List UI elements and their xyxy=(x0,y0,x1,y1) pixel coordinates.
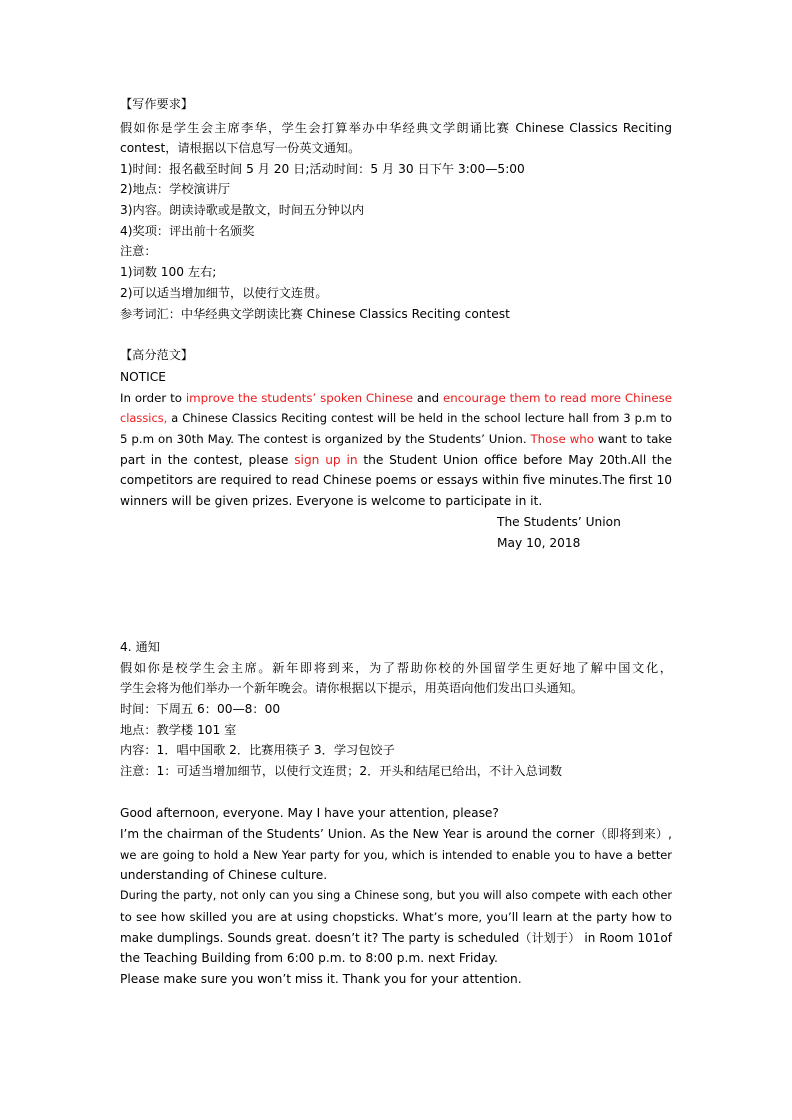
essay-text: 5 p.m on 30th May. The contest is organized by the Students’ Union. xyxy=(120,432,531,446)
essay-text: and xyxy=(413,391,443,405)
essay-line-1 xyxy=(120,388,672,408)
requirement-item-award: 4)奖项：评出前十名颁奖 xyxy=(120,224,255,238)
speech-line-8: the Teaching Building from 6:00 p.m. to 8:00 p.m. next Friday. xyxy=(120,951,498,965)
essay-line-3 xyxy=(120,429,672,449)
task-time: 时间：下周五 6：00—8：00 xyxy=(120,702,281,716)
highlight-phrase: Those who xyxy=(530,432,594,446)
essay-text: want to take xyxy=(593,432,672,446)
section3-heading: 4. 通知 xyxy=(120,640,160,654)
section1-heading: 【写作要求】 xyxy=(120,97,194,111)
speech-line-9: Please make sure you won’t miss it. Thank you for your attention. xyxy=(120,972,522,986)
speech-line-2: I’m the chairman of the Students’ Union. As the New Year is around the corner（即将到来）, xyxy=(120,827,672,841)
section3-prompt-line-1: 假如你是校学生会主席。新年即将到来，为了帮助你校的外国留学生更好地了解中国文化， xyxy=(120,661,672,675)
essay-text: part in the contest, please xyxy=(120,453,295,467)
highlight-phrase: classics, xyxy=(120,411,168,425)
notice-title: NOTICE xyxy=(120,370,166,384)
speech-line-3: we are going to hold a New Year party for you, which is intended to enable you to have a better xyxy=(120,848,672,862)
essay-line-6: winners will be given prizes. Everyone is welcome to participate in it. xyxy=(120,494,543,508)
section2-heading: 【高分范文】 xyxy=(120,348,194,362)
task-note: 注意：1：可适当增加细节，以使行文连贯；2．开头和结尾已给出，不计入总词数 xyxy=(120,764,563,778)
note-item-details: 2)可以适当增加细节，以使行文连贯。 xyxy=(120,286,328,300)
essay-line-2 xyxy=(120,408,672,428)
notice-date: May 10, 2018 xyxy=(497,536,581,550)
reference-vocabulary: 参考词汇：中华经典文学朗读比赛 Chinese Classics Reciting contest xyxy=(120,307,510,321)
speech-line-4: understanding of Chinese culture. xyxy=(120,868,328,882)
essay-text: In order to xyxy=(120,391,186,405)
speech-line-5: During the party, not only can you sing a Chinese song, but you will also compete with each other xyxy=(120,889,672,902)
essay-text: a Chinese Classics Reciting contest will be held in the school lecture hall from 3 p.m to xyxy=(167,411,672,425)
highlight-phrase: encourage them to read more Chinese xyxy=(443,391,672,405)
essay-text: the Student Union office before May 20th.All the xyxy=(357,453,673,467)
task-place: 地点：教学楼 101 室 xyxy=(120,723,237,737)
speech-line-7: make dumplings. Sounds great. doesn’t it? The party is scheduled（计划于） in Room 101of xyxy=(120,931,672,945)
requirement-item-place: 2)地点：学校演讲厅 xyxy=(120,182,231,196)
task-content: 内容：1．唱中国歌 2．比赛用筷子 3．学习包饺子 xyxy=(120,743,395,757)
essay-line-5: competitors are required to read Chinese poems or essays within five minutes.The first 10 xyxy=(120,473,672,487)
notice-signature: The Students’ Union xyxy=(497,515,621,529)
requirement-item-content: 3)内容。朗读诗歌或是散文，时间五分钟以内 xyxy=(120,203,365,217)
speech-line-1: Good afternoon, everyone. May I have your attention, please? xyxy=(120,806,499,820)
section1-prompt-line-1: 假如你是学生会主席李华，学生会打算举办中华经典文学朗诵比赛 Chinese Classics Reciting xyxy=(120,121,672,135)
notes-label: 注意： xyxy=(120,244,157,258)
speech-line-6: to see how skilled you are at using chopsticks. What’s more, you’ll learn at the party how to xyxy=(120,910,672,924)
section3-prompt-line-2: 学生会将为他们举办一个新年晚会。请你根据以下提示，用英语向他们发出口头通知。 xyxy=(120,681,584,695)
highlight-phrase: sign up in xyxy=(294,453,358,467)
section1-prompt-line-2: contest，请根据以下信息写一份英文通知。 xyxy=(120,141,361,155)
essay-line-4 xyxy=(120,450,672,470)
requirement-item-time: 1)时间：报名截至时间 5 月 20 日;活动时间：5 月 30 日下午 3:00—5:00 xyxy=(120,162,525,176)
highlight-phrase: improve the students’ spoken Chinese xyxy=(185,391,414,405)
note-item-word-count: 1)词数 100 左右; xyxy=(120,265,217,279)
